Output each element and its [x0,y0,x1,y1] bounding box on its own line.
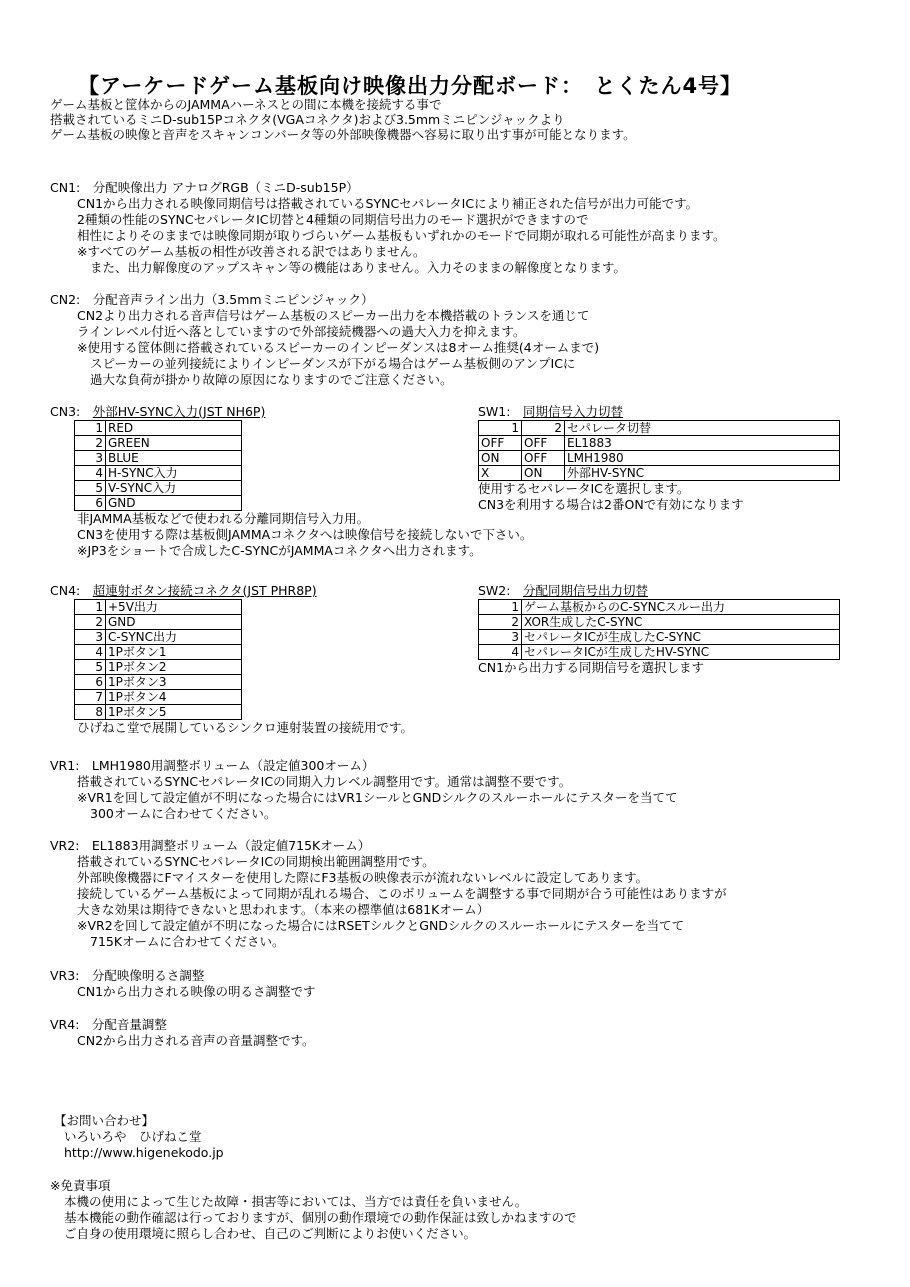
pin-number: 1 [75,600,106,615]
vr1-heading: VR1: LMH1980用調整ボリューム（設定値300オーム） [50,758,375,773]
vr1-line: ※VR1を回して設定値が不明になった場合にはVR1シールとGNDシルクのスルーホールにテスターを当てて [77,790,678,805]
sync-mode: XOR生成したC-SYNC [522,615,840,630]
table-row [75,421,242,436]
switch-1-state: ON [479,451,522,466]
sw1-heading-label: 同期信号入力切替 [522,404,623,419]
page-title: 【アーケードゲーム基板向け映像出力分配ボード： とくたん4号】 [78,74,743,98]
vr4-heading: VR4: 分配音量調整 [50,1017,167,1032]
table-row [75,466,242,481]
sw2-note: CN1から出力する同期信号を選択します [478,660,705,675]
disclaimer-line: 本機の使用によって生じた故障・損害等においては、当方では責任を負いません。 [64,1194,528,1209]
switch-position: 3 [479,630,522,645]
pin-number: 4 [75,645,106,660]
cn4-heading-prefix: CN4: [50,583,93,598]
disclaimer-line: ご自身の使用環境に照らし合わせ、自己のご判断によりお使いください。 [64,1226,477,1241]
vr2-line: ※VR2を回して設定値が不明になった場合にはRSETシルクとGNDシルクのスルーホールにテスターを当てて [77,918,685,933]
cn1-heading: CN1: 分配映像出力 アナログRGB（ミニD-sub15P） [50,180,359,195]
vr2-section [50,838,727,950]
pin-number: 8 [75,705,106,720]
cn2-line: ラインレベル付近へ落としていますので外部接続機器への過大入力を抑えます。 [77,324,526,339]
pin-signal: C-SYNC出力 [106,630,242,645]
cn3-heading-label: 外部HV-SYNC入力(JST NH6P) [92,404,266,419]
table-row [479,600,840,615]
intro-text [50,97,636,142]
switch-1-state: X [479,466,522,481]
cn1-line: 2種類の性能のSYNCセパレータIC切替と4種類の同期信号出力のモード選択ができますので [77,212,589,227]
pin-signal: H-SYNC入力 [106,466,242,481]
switch-1-state: OFF [479,436,522,451]
vr4-section [50,1017,315,1049]
cn1-section [50,180,726,276]
table-row [75,630,242,645]
column-header: 2 [522,421,565,436]
switch-2-state: OFF [522,451,565,466]
table-row [479,421,840,436]
vr2-heading: VR2: EL1883用調整ボリューム（設定値715Kオーム） [50,838,371,853]
vr2-line: 接続しているゲーム基板によって同期が乱れる場合、このボリュームを調整する事で同期が合う可能性はありますが [77,886,727,901]
pin-signal: GND [106,496,242,511]
pin-signal: 1Pボタン2 [106,660,242,675]
separator-choice: LMH1980 [565,451,840,466]
cn4-pin-table [74,599,242,720]
table-row [75,705,242,720]
cn3-note: ※JP3をショートで合成したC-SYNCがJAMMAコネクタへ出力されます。 [77,543,482,558]
cn2-sub-line: 過大な負荷が掛かり故障の原因になりますのでご注意ください。 [90,372,453,387]
table-row [75,436,242,451]
pin-number: 3 [75,630,106,645]
cn3-pin-table [74,420,242,511]
cn1-line: CN1から出力される映像同期信号は搭載されているSYNCセパレータICにより補正された信号が出力可能です。 [77,196,699,211]
cn4-heading-label: 超連射ボタン接続コネクタ(JST PHR8P) [92,583,317,598]
sw2-heading [478,583,840,599]
sw1-note: CN3を利用する場合は2番ONで有効になります [478,497,744,512]
table-row [479,436,840,451]
pin-number: 2 [75,615,106,630]
cn2-section [50,292,599,388]
pin-number: 5 [75,481,106,496]
sw2-mode-table [478,599,840,660]
vr2-line: 大きな効果は期待できないと思われます。（本来の標準値は681Kオーム） [77,902,490,917]
pin-signal: RED [106,421,242,436]
table-row [75,481,242,496]
pin-signal: GREEN [106,436,242,451]
sync-mode: ゲーム基板からのC-SYNCスルー出力 [522,600,840,615]
intro-line: ゲーム基板の映像と音声をスキャンコンバータ等の外部映像機器へ容易に取り出す事が可能となります。 [50,127,636,142]
column-header: 1 [479,421,522,436]
contact-section [54,1113,224,1161]
switch-position: 1 [479,600,522,615]
cn1-line: ※すべてのゲーム基板の相性が改善される訳ではありません。 [77,244,426,259]
cn3-heading [50,404,532,420]
shop-url: http://www.higenekodo.jp [64,1145,224,1160]
separator-choice: 外部HV-SYNC [565,466,840,481]
pin-number: 6 [75,675,106,690]
cn3-note: 非JAMMA基板などで使われる分離同期信号入力用。 [77,511,370,526]
shop-name: いろいろや ひげねこ堂 [64,1129,202,1144]
cn3-heading-prefix: CN3: [50,404,93,419]
vr2-line: 外部映像機器にFマイスターを使用した際にF3基板の映像表示が流れないレベルに設定してあります。 [77,870,648,885]
intro-line: ゲーム基板と筐体からのJAMMAハーネスとの間に本機を接続する事で [50,97,442,112]
cn2-line: CN2より出力される音声信号はゲーム基板のスピーカー出力を本機搭載のトランスを通じて [77,308,590,323]
switch-position: 4 [479,645,522,660]
vr3-section [50,968,316,1000]
separator-choice: EL1883 [565,436,840,451]
sync-mode: セパレータICが生成したC-SYNC [522,630,840,645]
cn2-sub-line: スピーカーの並列接続によりインピーダンスが下がる場合はゲーム基板側のアンプICに [90,356,576,371]
table-row [75,660,242,675]
vr1-section [50,758,677,822]
table-row [479,451,840,466]
cn1-line: 相性によりそのままでは映像同期が取りづらいゲーム基板もいずれかのモードで同期が取れる可能性が高まります。 [77,228,726,243]
pin-signal: BLUE [106,451,242,466]
cn3-section [50,404,532,559]
pin-number: 2 [75,436,106,451]
cn4-note: ひげねこ堂で展開しているシンクロ連射装置の接続用です。 [77,720,413,735]
vr3-line: CN1から出力される映像の明るさ調整です [77,984,316,999]
sw1-heading [478,404,840,420]
pin-number: 7 [75,690,106,705]
sw1-section [478,404,840,513]
sw2-section [478,583,840,676]
vr2-sub-note: 715Kオームに合わせてください。 [90,934,285,949]
pin-number: 4 [75,466,106,481]
pin-signal: 1Pボタン3 [106,675,242,690]
sw2-heading-label: 分配同期信号出力切替 [522,583,648,598]
switch-2-state: OFF [522,436,565,451]
pin-signal: V-SYNC入力 [106,481,242,496]
pin-number: 1 [75,421,106,436]
table-row [75,600,242,615]
intro-line: 搭載されているミニD-sub15Pコネクタ(VGAコネクタ)および3.5mmミニピンジャックより [50,112,565,127]
vr1-line: 搭載されているSYNCセパレータICの同期入力レベル調整用です。通常は調整不要です。 [77,774,572,789]
pin-number: 5 [75,660,106,675]
column-header: セパレータ切替 [565,421,840,436]
cn3-note: CN3を使用する際は基板側JAMMAコネクタへは映像信号を接続しないで下さい。 [77,527,533,542]
table-row [75,615,242,630]
switch-position: 2 [479,615,522,630]
sw2-heading-prefix: SW2: [478,583,523,598]
vr3-heading: VR3: 分配映像明るさ調整 [50,968,205,983]
table-row [75,675,242,690]
disclaimer-line: 基本機能の動作確認は行っておりますが、個別の動作環境での動作保証は致しかねますので [64,1210,577,1225]
table-row [479,466,840,481]
pin-number: 3 [75,451,106,466]
sw1-heading-prefix: SW1: [478,404,523,419]
disclaimer-heading: ※免責事項 [50,1178,111,1193]
table-row [479,630,840,645]
sync-mode: セパレータICが生成したHV-SYNC [522,645,840,660]
table-row [479,615,840,630]
sw1-mode-table [478,420,840,481]
table-row [75,690,242,705]
table-row [75,496,242,511]
pin-number: 6 [75,496,106,511]
pin-signal: GND [106,615,242,630]
cn2-line: ※使用する筐体側に搭載されているスピーカーのインピーダンスは8オーム推奨(4オームまで) [77,340,600,355]
table-row [75,451,242,466]
vr1-sub-note: 300オームに合わせてください。 [90,806,277,821]
vr4-line: CN2から出力される音声の音量調整です。 [77,1033,315,1048]
pin-signal: 1Pボタン4 [106,690,242,705]
switch-2-state: ON [522,466,565,481]
vr2-line: 搭載されているSYNCセパレータICの同期検出範囲調整用です。 [77,854,435,869]
pin-signal: 1Pボタン5 [106,705,242,720]
pin-signal: +5V出力 [106,600,242,615]
contact-heading: 【お問い合わせ】 [54,1113,155,1128]
table-row [479,645,840,660]
cn1-sub-note: また、出力解像度のアップスキャン等の機能はありません。入力そのままの解像度となります。 [90,260,626,275]
sw1-note: 使用するセパレータICを選択します。 [478,481,690,496]
table-row [75,645,242,660]
cn4-heading [50,583,413,599]
cn4-section [50,583,413,736]
cn2-heading: CN2: 分配音声ライン出力（3.5mmミニピンジャック） [50,292,374,307]
disclaimer-section [50,1178,577,1242]
pin-signal: 1Pボタン1 [106,645,242,660]
